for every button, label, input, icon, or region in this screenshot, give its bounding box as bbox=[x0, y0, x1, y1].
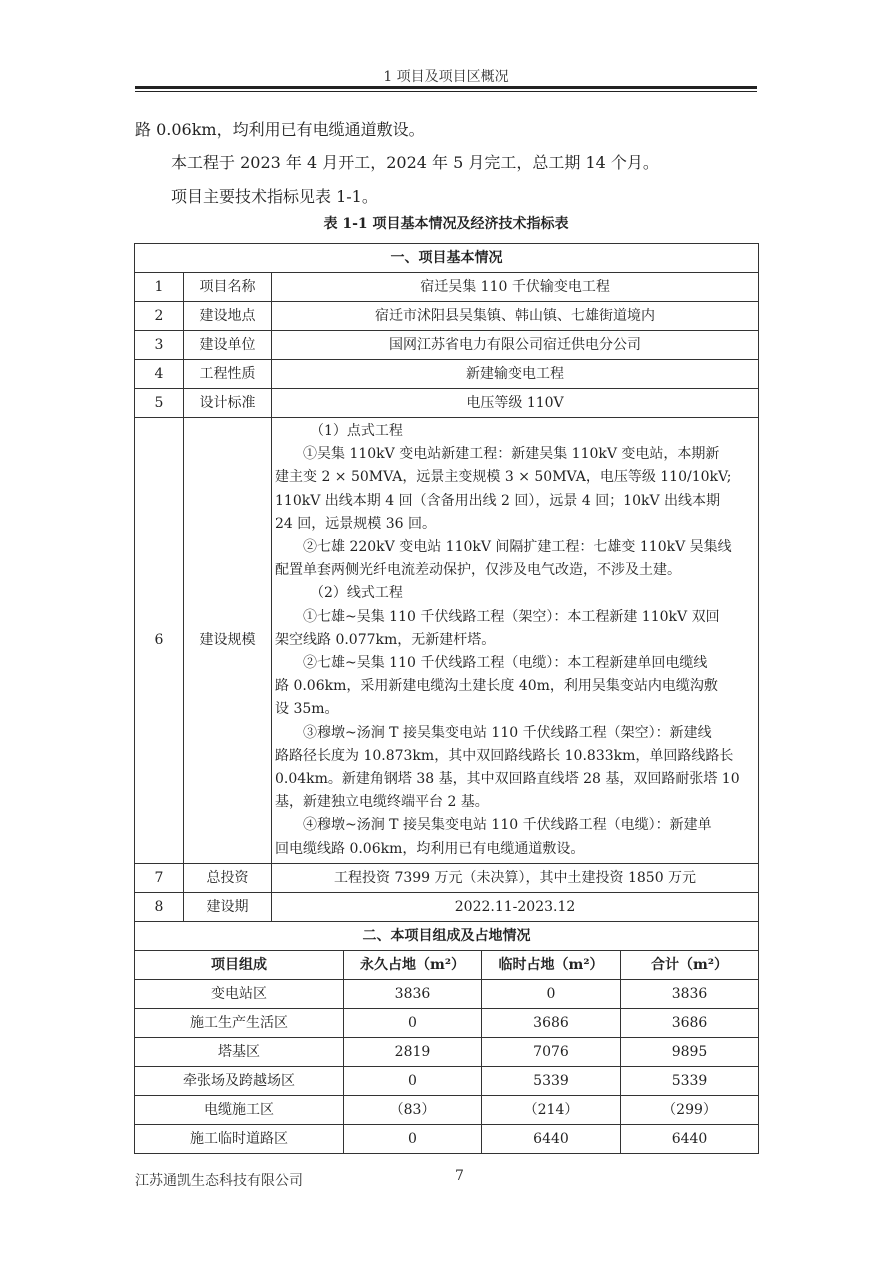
section-2-title: 二、本项目组成及占地情况 bbox=[135, 921, 759, 950]
row-label: 建设期 bbox=[184, 892, 272, 921]
row-value: 国网江苏省电力有限公司宿迁供电分公司 bbox=[272, 331, 759, 360]
land-zone-name: 施工生产生活区 bbox=[135, 1008, 344, 1037]
construction-scale-detail bbox=[272, 418, 759, 864]
land-row bbox=[135, 1124, 759, 1153]
total-area: 3686 bbox=[621, 1008, 759, 1037]
row-value: 工程投资 7399 万元（未决算），其中土建投资 1850 万元 bbox=[272, 863, 759, 892]
table-row bbox=[135, 389, 759, 418]
temporary-area: 3686 bbox=[482, 1008, 621, 1037]
land-zone-name: 牵张场及跨越场区 bbox=[135, 1066, 344, 1095]
temporary-area: （214） bbox=[482, 1095, 621, 1124]
table-row bbox=[135, 273, 759, 302]
row-value: 宿迁吴集 110 千伏输变电工程 bbox=[272, 273, 759, 302]
scale-text-line: 设 35m。 bbox=[275, 701, 339, 718]
scale-text-line: 110kV 出线本期 4 回（含备用出线 2 回），远景 4 回；10kV 出线本期 bbox=[275, 492, 721, 509]
column-header: 永久占地（m²） bbox=[344, 950, 482, 979]
row-number: 3 bbox=[135, 331, 184, 360]
row-number: 2 bbox=[135, 302, 184, 331]
scale-text-line: 架空线路 0.077km，无新建杆塔。 bbox=[275, 631, 496, 648]
table-row-construction-scale bbox=[135, 418, 759, 864]
scale-text-line: 24 回，远景规模 36 回。 bbox=[275, 515, 436, 532]
scale-text-line: ④穆墩~汤涧 T 接吴集变电站 110 千伏线路工程（电缆）：新建单 bbox=[303, 817, 712, 834]
scale-text-line: 0.04km。新建角钢塔 38 基，其中双回路直线塔 28 基，双回路耐张塔 10 bbox=[275, 771, 740, 788]
row-label: 建设地点 bbox=[184, 302, 272, 331]
land-row bbox=[135, 1095, 759, 1124]
scale-text-line: 建主变 2 × 50MVA，远景主变规模 3 × 50MVA，电压等级 110/10kV; bbox=[275, 469, 732, 486]
table-row bbox=[135, 892, 759, 921]
body-line-1: 路 0.06km，均利用已有电缆通道敷设。 bbox=[135, 120, 425, 139]
total-area: 9895 bbox=[621, 1037, 759, 1066]
land-zone-name: 塔基区 bbox=[135, 1037, 344, 1066]
column-header: 项目组成 bbox=[135, 950, 344, 979]
row-label: 建设单位 bbox=[184, 331, 272, 360]
total-area: （299） bbox=[621, 1095, 759, 1124]
row-number: 6 bbox=[135, 418, 184, 864]
land-row bbox=[135, 1008, 759, 1037]
section-1-title: 一、项目基本情况 bbox=[135, 244, 759, 273]
permanent-area: （83） bbox=[344, 1095, 482, 1124]
scale-text-line: 路路径长度为 10.873km，其中双回路线路长 10.833km，单回路线路长 bbox=[275, 747, 734, 764]
row-number: 5 bbox=[135, 389, 184, 418]
permanent-area: 0 bbox=[344, 1008, 482, 1037]
row-value: 新建输变电工程 bbox=[272, 360, 759, 389]
land-row bbox=[135, 979, 759, 1008]
scale-subheading: （2）线式工程 bbox=[310, 585, 403, 602]
total-area: 6440 bbox=[621, 1124, 759, 1153]
header-rule-thin bbox=[135, 91, 757, 92]
land-zone-name: 施工临时道路区 bbox=[135, 1124, 344, 1153]
temporary-area: 0 bbox=[482, 979, 621, 1008]
table-caption: 表 1-1 项目基本情况及经济技术指标表 bbox=[323, 216, 569, 232]
row-number: 4 bbox=[135, 360, 184, 389]
body-line-3: 项目主要技术指标见表 1-1。 bbox=[171, 187, 378, 206]
permanent-area: 2819 bbox=[344, 1037, 482, 1066]
scale-subheading: （1）点式工程 bbox=[310, 423, 403, 439]
land-header-row bbox=[135, 950, 759, 979]
scale-text-line: 路 0.06km，采用新建电缆沟土建长度 40m，利用吴集变站内电缆沟敷 bbox=[275, 678, 718, 695]
temporary-area: 7076 bbox=[482, 1037, 621, 1066]
scale-text-line: ①吴集 110kV 变电站新建工程：新建吴集 110kV 变电站，本期新 bbox=[303, 446, 720, 463]
scale-text-line: 基，新建独立电缆终端平台 2 基。 bbox=[275, 794, 489, 811]
row-value: 2022.11-2023.12 bbox=[272, 892, 759, 921]
permanent-area: 0 bbox=[344, 1124, 482, 1153]
permanent-area: 3836 bbox=[344, 979, 482, 1008]
land-zone-name: 变电站区 bbox=[135, 979, 344, 1008]
footer-company: 江苏通凯生态科技有限公司 bbox=[135, 1173, 303, 1189]
row-value: 电压等级 110V bbox=[272, 389, 759, 418]
table-row bbox=[135, 331, 759, 360]
page-header-title: 1 项目及项目区概况 bbox=[383, 69, 509, 85]
table-row bbox=[135, 863, 759, 892]
scale-text-line: 回电缆线路 0.06km，均利用已有电缆通道敷设。 bbox=[275, 840, 585, 857]
temporary-area: 5339 bbox=[482, 1066, 621, 1095]
column-header: 临时占地（m²） bbox=[482, 950, 621, 979]
scale-text-line: ②七雄~吴集 110 千伏线路工程（电缆）：本工程新建单回电缆线 bbox=[303, 655, 708, 672]
section-header-row bbox=[135, 244, 759, 273]
row-label: 项目名称 bbox=[184, 273, 272, 302]
table-row bbox=[135, 360, 759, 389]
row-number: 8 bbox=[135, 892, 184, 921]
row-number: 7 bbox=[135, 863, 184, 892]
indicator-table bbox=[134, 243, 759, 1154]
scale-text-line: 配置单套两侧光纤电流差动保护，仅涉及电气改造，不涉及土建。 bbox=[275, 562, 681, 579]
temporary-area: 6440 bbox=[482, 1124, 621, 1153]
scale-text-line: ②七雄 220kV 变电站 110kV 间隔扩建工程：七雄变 110kV 吴集线 bbox=[303, 539, 732, 556]
land-row bbox=[135, 1066, 759, 1095]
table-row bbox=[135, 302, 759, 331]
body-line-2: 本工程于 2023 年 4 月开工，2024 年 5 月完工，总工期 14 个月。 bbox=[171, 153, 659, 172]
header-rule-thick bbox=[135, 86, 757, 89]
row-label: 工程性质 bbox=[184, 360, 272, 389]
scale-text-line: ①七雄~吴集 110 千伏线路工程（架空）：本工程新建 110kV 双回 bbox=[303, 608, 720, 625]
permanent-area: 0 bbox=[344, 1066, 482, 1095]
land-row bbox=[135, 1037, 759, 1066]
row-label: 设计标准 bbox=[184, 389, 272, 418]
column-header: 合计（m²） bbox=[621, 950, 759, 979]
page-number: 7 bbox=[455, 1168, 464, 1184]
total-area: 3836 bbox=[621, 979, 759, 1008]
total-area: 5339 bbox=[621, 1066, 759, 1095]
land-zone-name: 电缆施工区 bbox=[135, 1095, 344, 1124]
row-value: 宿迁市沭阳县吴集镇、韩山镇、七雄街道境内 bbox=[272, 302, 759, 331]
section-header-row bbox=[135, 921, 759, 950]
scale-text-line: ③穆墩~汤涧 T 接吴集变电站 110 千伏线路工程（架空）：新建线 bbox=[303, 724, 712, 741]
row-label: 建设规模 bbox=[184, 418, 272, 864]
row-number: 1 bbox=[135, 273, 184, 302]
row-label: 总投资 bbox=[184, 863, 272, 892]
